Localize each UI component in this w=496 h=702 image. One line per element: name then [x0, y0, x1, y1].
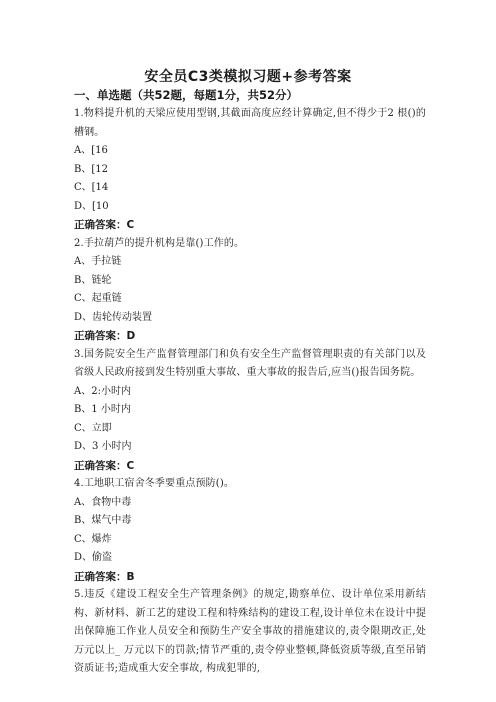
question-3-option-b: B、1 小时内	[74, 404, 131, 415]
answer-value: C	[126, 219, 135, 231]
section-heading: 一、单选题（共52题，每题1分，共52分）	[74, 88, 299, 102]
question-2-option-a: A、手拉链	[74, 256, 122, 267]
question-2-option-c: C、起重链	[74, 293, 122, 304]
answer-label: 正确答案：	[74, 459, 127, 472]
question-5-stem: 5.违反《建设工程安全生产管理条例》的规定,勘察单位、设计单位采用新结构、新材料、新工艺的建设工程和特殊结构的建设工程,设计单位未在设计中提出保障施工作业人员安全和预防生产安全事故的措施建议的,责令限期改正,处 万元以上_ 万元以下的罚款;情节严重的,责令停业整顿,降低资质等级,直至吊销资质证书;造成重大安全事故, 构成犯罪的,	[74, 589, 426, 674]
answer-label: 正确答案：	[74, 330, 127, 342]
question-3-answer	[74, 457, 426, 476]
question-2-answer	[74, 327, 426, 346]
question-3-option-a: A、2:小时内	[74, 385, 131, 397]
question-1-option-c: C、[14	[74, 182, 109, 193]
question-3-option-d: D、3 小时内	[74, 441, 132, 452]
answer-value: D	[126, 330, 136, 342]
question-1-option-d: D、[10	[74, 200, 109, 212]
document-body	[74, 86, 426, 679]
question-4-answer	[74, 568, 426, 587]
question-3-option-c: C、立即	[74, 422, 112, 434]
document-title: 安全员C3类模拟习题+参考答案	[144, 69, 352, 85]
question-2-stem: 2.手拉葫芦的提升机构是靠()工作的。	[74, 237, 245, 249]
answer-label: 正确答案：	[74, 219, 127, 231]
question-4-option-d: D、偷盗	[74, 552, 113, 563]
question-4-option-c: C、爆炸	[74, 533, 112, 545]
answer-label: 正确答案：	[74, 570, 127, 583]
question-1-answer	[74, 216, 426, 235]
answer-value: B	[126, 570, 135, 583]
question-1-option-b: B、[12	[74, 163, 108, 175]
answer-value: C	[126, 459, 135, 472]
question-2-option-d: D、齿轮传动装置	[74, 311, 153, 323]
question-4-option-a: A、食物中毒	[74, 496, 132, 508]
question-1-option-a: A、[16	[74, 145, 108, 156]
question-4-stem: 4.工地职工宿舍冬季要重点预防()。	[74, 478, 235, 489]
question-2-option-b: B、链轮	[74, 274, 112, 286]
question-1-stem: 1.物料提升机的天梁应使用型钢,其截面高度应经计算确定,但不得少于2 根()的槽钢。	[74, 108, 426, 138]
question-4-option-b: B、煤气中毒	[74, 515, 132, 526]
question-3-stem: 3.国务院安全生产监督管理部门和负有安全生产监督管理职责的有关部门以及省级人民政府接到发生特别重大事故、重大事故的报告后,应当()报告国务院。	[74, 348, 426, 378]
